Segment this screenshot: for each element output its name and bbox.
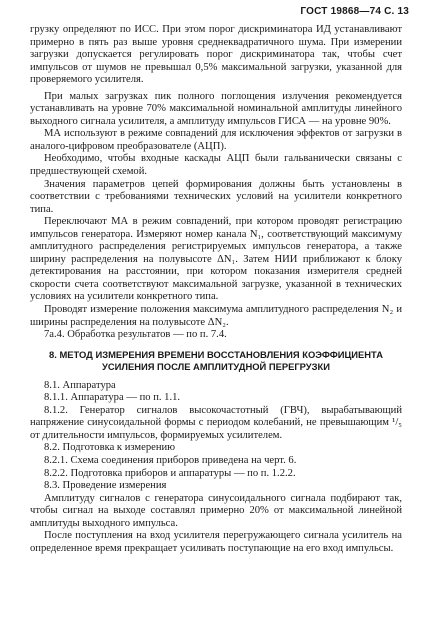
paragraph: После поступления на вход усилителя перегружающего сигнала усилитель на определенное время прекращает усиливать поступающие на его вход импульсы. <box>30 530 402 554</box>
paragraph: грузку определяют по ИСС. При этом порог дискриминатора ИД устанавливают примерно в пять раз выше уровня среднеквадратичного шума. При измерении загрузки допускается регулировать порог дискриминатора так, чтобы счет импульсов от шумов не превышал 0,5% максимальной загрузки, указанной для проверяемого усилителя. <box>30 24 402 86</box>
paragraph: 8.1. Аппаратура <box>44 379 116 391</box>
document-body <box>30 24 402 555</box>
paragraph: 7а.4. Обработка результатов — по п. 7.4. <box>44 329 227 341</box>
paragraph: МА используют в режиме совпадений для исключения эффектов от загрузки в аналого-цифровом преобразователе (АЦП). <box>30 128 402 152</box>
paragraph: Переключают МА в режим совпадений, при котором проводят регистрацию импульсов генератора. Измеряют номер канала N₁, соответствующий максимуму амплитудного распределения регистрируемых импульсов генератора, а также ширину распределения на полувысоте ΔN₁. Затем НИИ приближают к блоку детектирования на расстоянии, при котором показания измерителя средней скорости счета соответствуют максимальной загрузке, указанной в технических условиях на усилители конкретного типа. <box>30 216 402 303</box>
paragraph: 8.2. Подготовка к измерению <box>44 442 176 454</box>
paragraph: Необходимо, чтобы входные каскады АЦП были гальванически связаны с предшествующей схемой. <box>30 153 402 178</box>
paragraph: 8.1.1. Аппаратура — по п. 1.1. <box>44 392 181 404</box>
paragraph: Проводят измерение положения максимума амплитудного распределения N₂ и ширины распределения на полувысоте ΔN₂. <box>30 304 402 328</box>
paragraph: При малых загрузках пик полного поглощения излучения рекомендуется устанавливать на уровне 70% максимальной номинальной амплитуды линейного выходного сигнала усилителя, а амплитуду импульсов ГИСА — на уровне 90%. <box>30 90 402 127</box>
paragraph: 8.2.1. Схема соединения приборов приведена на черт. 6. <box>44 454 297 466</box>
page-header: ГОСТ 19868—74 С. 13 <box>300 6 409 17</box>
section-title: 8. МЕТОД ИЗМЕРЕНИЯ ВРЕМЕНИ ВОССТАНОВЛЕНИЯ КОЭФФИЦИЕНТА УСИЛЕНИЯ ПОСЛЕ АМПЛИТУДНОЙ ПЕРЕГРУЗКИ <box>49 348 383 373</box>
paragraph: 8.1.2. Генератор сигналов высокочастотный (ГВЧ), вырабатывающий напряжение синусоидальной формы с периодом колебаний, не превышающим ¹/₅ от длительности импульсов, формируемых усилителем. <box>30 404 402 441</box>
paragraph: 8.3. Проведение измерения <box>44 480 167 492</box>
paragraph: Амплитуду сигналов с генератора синусоидального сигнала подбирают так, чтобы сигнал на выходе составлял примерно 20% от максимальной линейной амплитуды выходного импульса. <box>30 492 402 529</box>
paragraph: Значения параметров цепей формирования должны быть установлены в соответствии с требованиями технических условий на усилители конкретного типа. <box>30 178 402 215</box>
paragraph: 8.2.2. Подготовка приборов и аппаратуры — по п. 1.2.2. <box>44 467 296 479</box>
